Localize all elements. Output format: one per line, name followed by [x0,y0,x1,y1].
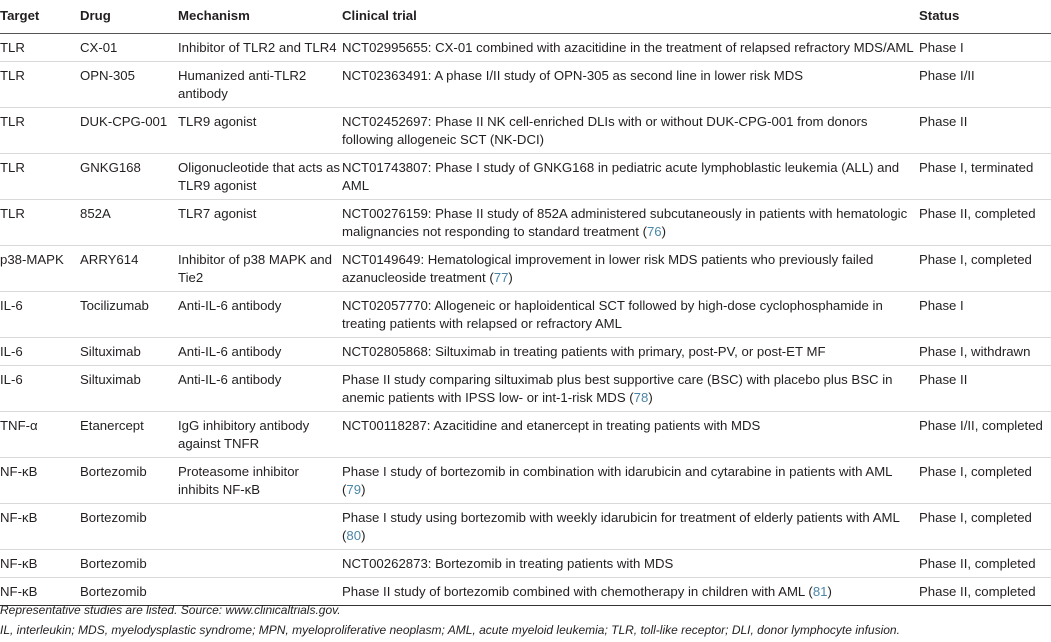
cell-drug: Bortezomib [80,583,147,599]
cell-target: NF-κB [0,509,38,525]
cell-status: Phase I, terminated [919,159,1034,175]
cell-clinical-trial [342,245,919,291]
table-row [0,365,1051,411]
cell-drug: ARRY614 [80,251,139,267]
table-row [0,245,1051,291]
trial-text: NCT01743807: Phase I study of GNKG168 in pediatric acute lymphoblastic leukemia (ALL) and AML [342,159,900,193]
cell-target: IL-6 [0,297,23,313]
cell-clinical-trial [342,291,919,337]
trial-text-end: ) [648,389,653,405]
table-body [0,33,1051,605]
cell-mechanism [178,503,342,549]
table-row [0,411,1051,457]
table-notes [0,600,900,640]
cell-status: Phase I/II [919,67,975,83]
cell-status: Phase II [919,371,968,387]
table-row [0,549,1051,577]
cell-drug: Bortezomib [80,555,147,571]
trial-text: Phase I study using bortezomib with weekly idarubicin for treatment of elderly patients with AML ( [342,509,900,543]
header-mechanism: Mechanism [178,0,342,33]
cell-drug: Etanercept [80,417,144,433]
cell-target: TLR [0,159,25,175]
cell-mechanism: TLR9 agonist [178,113,257,129]
trial-text-end: ) [508,269,513,285]
reference-link[interactable]: 80 [346,527,362,543]
cell-status: Phase I, completed [919,463,1032,479]
cell-mechanism: Anti-IL-6 antibody [178,297,282,313]
notes-source: Representative studies are listed. Source: www.clinicaltrials.gov. [0,603,341,617]
cell-mechanism: Inhibitor of TLR2 and TLR4 [178,39,337,55]
reference-link[interactable]: 81 [812,583,828,599]
reference-link[interactable]: 76 [646,223,662,239]
trial-text: NCT02363491: A phase I/II study of OPN-305 as second line in lower risk MDS [342,67,804,83]
table-row [0,199,1051,245]
cell-clinical-trial [342,107,919,153]
cell-clinical-trial [342,199,919,245]
trial-text: NCT00276159: Phase II study of 852A administered subcutaneously in patients with hematologic malignancies not responding to standard treatment ( [342,205,908,239]
table-row [0,337,1051,365]
cell-mechanism: IgG inhibitory antibody against TNFR [178,417,310,451]
cell-clinical-trial [342,33,919,61]
header-target: Target [0,0,80,33]
table-header-row [0,0,1051,33]
cell-drug: DUK-CPG-001 [80,113,168,129]
cell-target: NF-κB [0,463,38,479]
cell-target: IL-6 [0,371,23,387]
cell-clinical-trial [342,411,919,457]
cell-target: NF-κB [0,555,38,571]
cell-clinical-trial [342,457,919,503]
cell-clinical-trial [342,61,919,107]
cell-status: Phase I [919,297,964,313]
cell-status: Phase II [919,113,968,129]
cell-clinical-trial [342,503,919,549]
cell-mechanism: Inhibitor of p38 MAPK and Tie2 [178,251,332,285]
cell-drug: GNKG168 [80,159,141,175]
cell-status: Phase II, completed [919,555,1036,571]
cell-target: TLR [0,67,25,83]
cell-mechanism [178,549,342,577]
table-row [0,33,1051,61]
trial-text-end: ) [361,527,366,543]
cell-status: Phase I [919,39,964,55]
cell-mechanism: Oligonucleotide that acts as TLR9 agonist [178,159,341,193]
cell-target: p38-MAPK [0,251,64,267]
table-row [0,503,1051,549]
cell-mechanism: Anti-IL-6 antibody [178,343,282,359]
cell-drug: CX-01 [80,39,118,55]
trial-text-end: ) [661,223,667,239]
cell-target: TLR [0,39,25,55]
cell-drug: Tocilizumab [80,297,149,313]
cell-target: TLR [0,113,25,129]
cell-mechanism: TLR7 agonist [178,205,257,221]
table-row [0,61,1051,107]
cell-mechanism: Proteasome inhibitor inhibits NF-κB [178,463,299,497]
header-drug: Drug [80,0,178,33]
cell-target: NF-κB [0,583,38,599]
table-row [0,107,1051,153]
notes-abbreviations: IL, interleukin; MDS, myelodysplastic syndrome; MPN, myeloproliferative neoplasm; AML, acute myeloid leukemia; TLR, toll-like receptor; DLI, donor lymphocyte infusion. [0,623,900,637]
trial-text: NCT00262873: Bortezomib in treating patients with MDS [342,555,674,571]
trial-text-end: ) [361,481,366,497]
cell-status: Phase I, completed [919,509,1032,525]
header-clinical-trial: Clinical trial [342,0,919,33]
table-row [0,153,1051,199]
trial-text: NCT02452697: Phase II NK cell-enriched DLIs with or without DUK-CPG-001 from donors following allogeneic SCT (NK-DCI) [342,113,868,147]
table-row [0,291,1051,337]
cell-target: TLR [0,205,25,221]
reference-link[interactable]: 78 [633,389,649,405]
cell-status: Phase I, completed [919,251,1032,267]
trial-text: NCT02057770: Allogeneic or haploidentical SCT followed by high-dose cyclophosphamide in treating patients with relapsed or refractory AML [342,297,883,331]
trial-text: Phase II study of bortezomib combined with chemotherapy in children with AML ( [342,583,813,599]
cell-drug: OPN-305 [80,67,135,83]
cell-mechanism: Humanized anti-TLR2 antibody [178,67,307,101]
reference-link[interactable]: 79 [346,481,362,497]
cell-drug: Siltuximab [80,371,141,387]
reference-link[interactable]: 77 [493,269,509,285]
trial-text: NCT00118287: Azacitidine and etanercept in treating patients with MDS [342,417,761,433]
cell-status: Phase I, withdrawn [919,343,1031,359]
cell-status: Phase II, completed [919,583,1036,599]
cell-mechanism: Anti-IL-6 antibody [178,371,282,387]
cell-drug: 852A [80,205,111,221]
cell-status: Phase I/II, completed [919,417,1043,433]
trial-text: NCT02995655: CX-01 combined with azacitidine in the treatment of relapsed refractory MDS/AML [342,39,914,55]
trial-text: Phase I study of bortezomib in combination with idarubicin and cytarabine in patients with AML ( [342,463,893,497]
cell-target: TNF-α [0,417,38,433]
cell-target: IL-6 [0,343,23,359]
cell-clinical-trial [342,337,919,365]
cell-clinical-trial [342,153,919,199]
cell-status: Phase II, completed [919,205,1036,221]
cell-clinical-trial [342,549,919,577]
cell-drug: Siltuximab [80,343,141,359]
table-row [0,457,1051,503]
trial-text: NCT02805868: Siltuximab in treating patients with primary, post-PV, or post-ET MF [342,343,826,359]
header-status: Status [919,0,1051,33]
cell-clinical-trial [342,365,919,411]
cell-drug: Bortezomib [80,509,147,525]
trial-text: Phase II study comparing siltuximab plus best supportive care (BSC) with placebo plus BSC in anemic patients with IPSS low- or int-1-risk MDS ( [342,371,893,405]
trial-text: NCT0149649: Hematological improvement in lower risk MDS patients who previously failed azanucleoside treatment ( [342,251,874,285]
cell-drug: Bortezomib [80,463,147,479]
trial-text-end: ) [827,583,832,599]
